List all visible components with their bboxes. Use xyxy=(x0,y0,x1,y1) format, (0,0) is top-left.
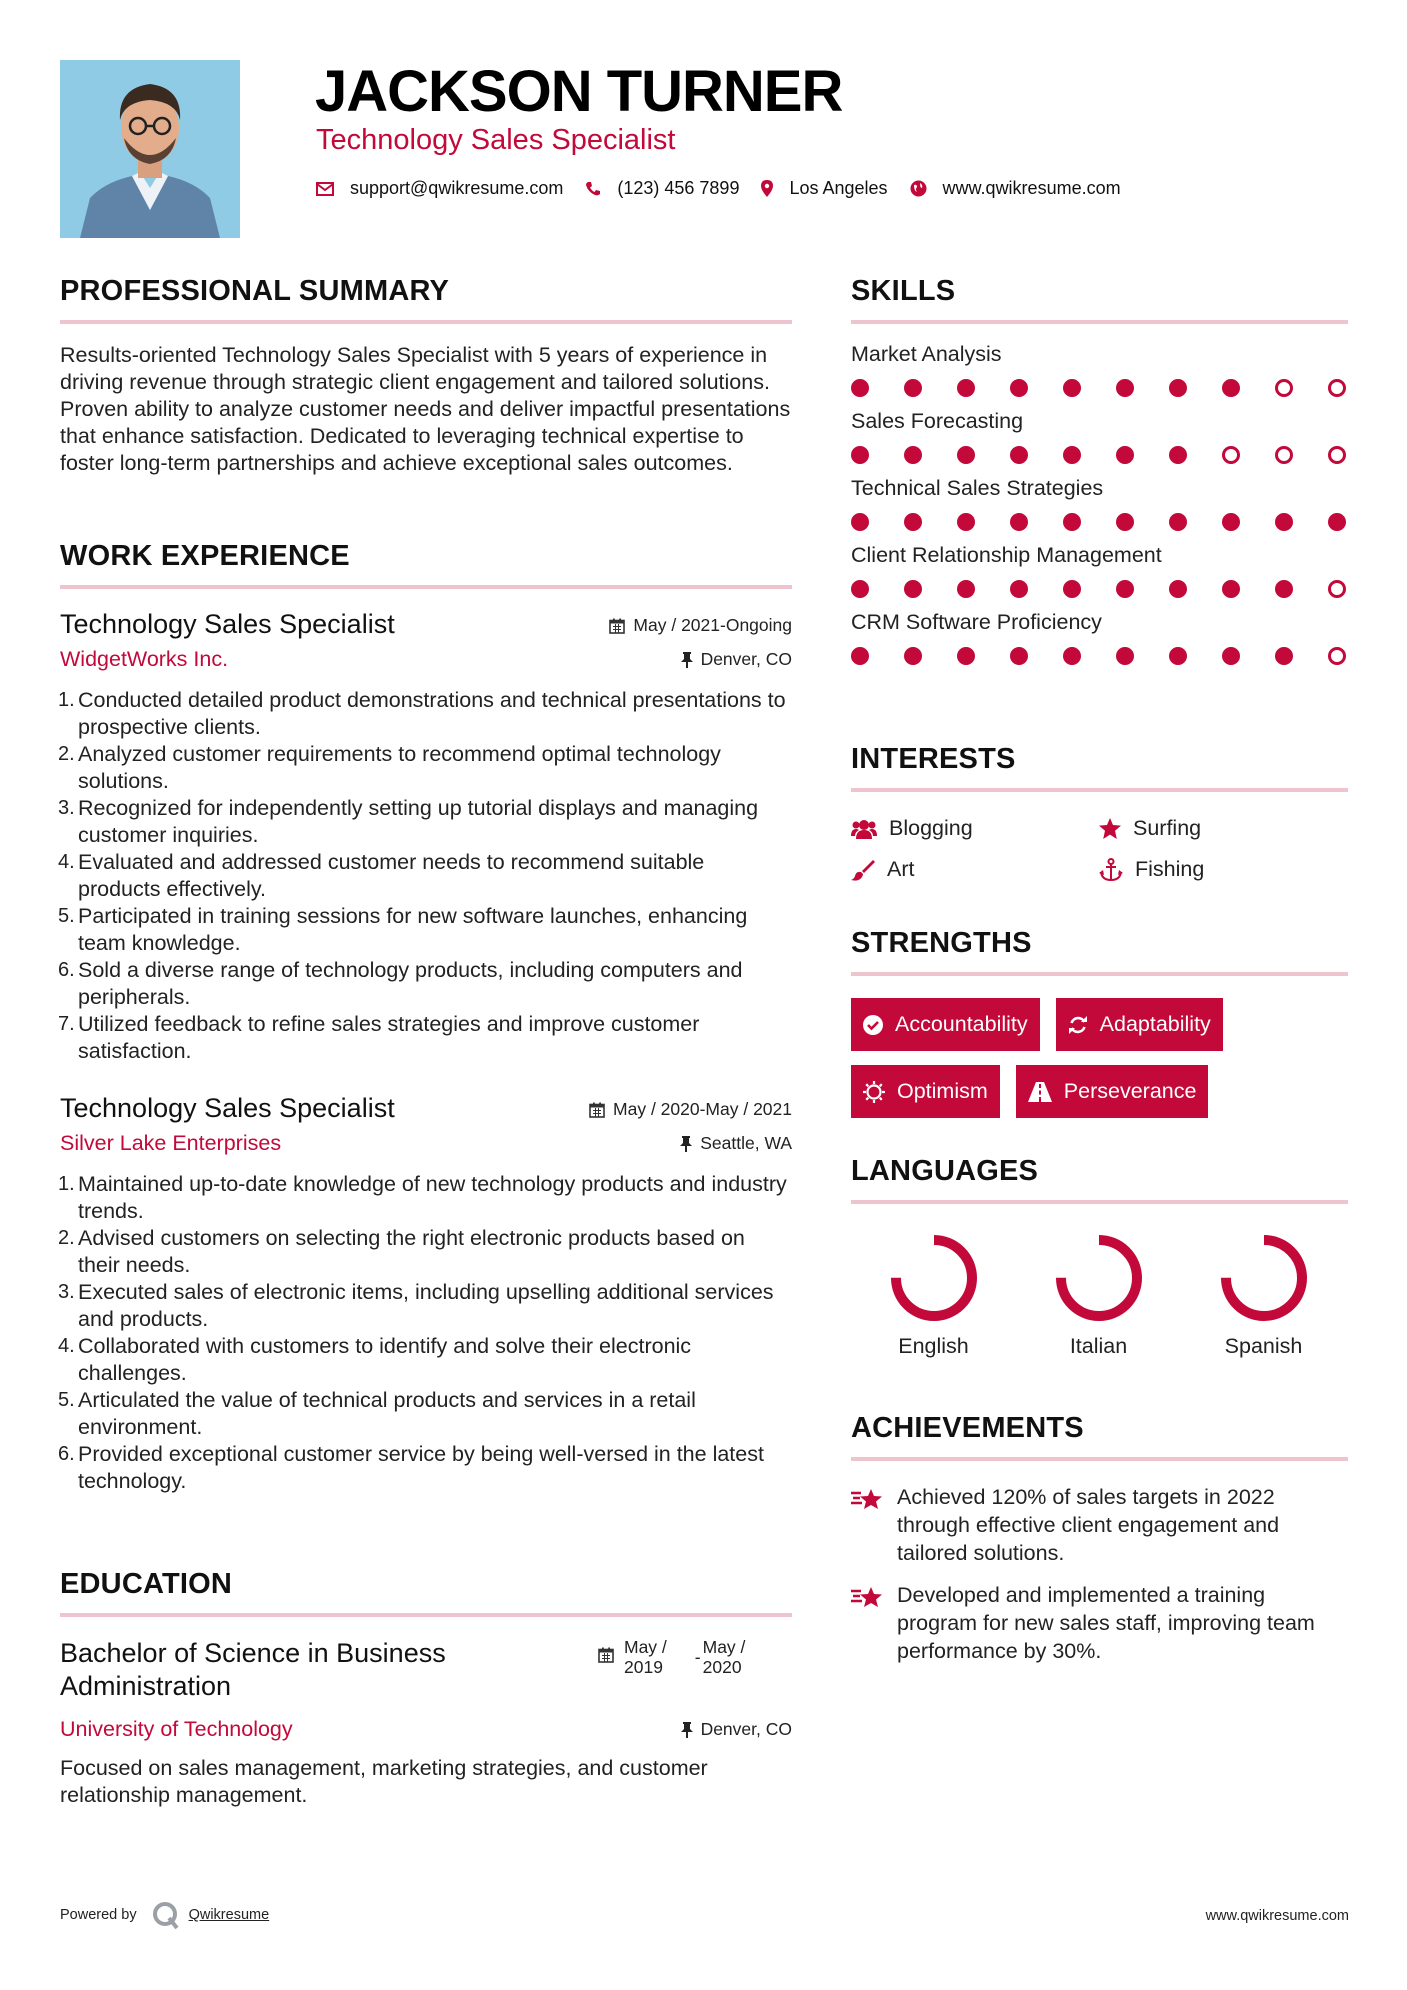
users-icon xyxy=(851,818,877,840)
education-dates xyxy=(598,1637,745,1677)
list-item: 6. Provided exceptional customer service by being well-versed in the latest technology. xyxy=(58,1442,764,1493)
job-location xyxy=(681,649,792,670)
rating-dot-empty xyxy=(1328,647,1346,665)
rating-dot-filled xyxy=(1063,379,1081,397)
school-name: University of Technology xyxy=(60,1717,293,1741)
rating-dot-filled xyxy=(1169,580,1187,598)
job-title: Technology Sales Specialist xyxy=(60,1093,395,1123)
achievement-item xyxy=(851,1581,1348,1665)
education-heading: EDUCATION xyxy=(60,1568,233,1600)
candidate-title: Technology Sales Specialist xyxy=(316,124,676,156)
job-location-text: Seattle, WA xyxy=(700,1133,792,1153)
rating-dot-filled xyxy=(1063,513,1081,531)
check-circle-icon xyxy=(863,1015,883,1035)
strength-label: Accountability xyxy=(895,1012,1028,1036)
interest-label: Fishing xyxy=(1135,857,1205,881)
languages-divider xyxy=(851,1200,1348,1204)
skill-name: Client Relationship Management xyxy=(851,543,1162,567)
rating-dot-filled xyxy=(904,647,922,665)
language-item xyxy=(851,1230,1016,1359)
job-location xyxy=(680,1133,792,1154)
rating-dot-filled xyxy=(1010,446,1028,464)
list-item: 6. Sold a diverse range of technology products, including computers and peripherals. xyxy=(58,958,743,1009)
candidate-name: JACKSON TURNER xyxy=(315,59,843,124)
rating-dot-filled xyxy=(957,513,975,531)
degree-line: Bachelor of Science in Business xyxy=(60,1638,446,1668)
language-label: Italian xyxy=(1069,1334,1128,1358)
summary-heading: PROFESSIONAL SUMMARY xyxy=(60,275,450,307)
rating-dot-filled xyxy=(1010,513,1028,531)
strengths-divider xyxy=(851,972,1348,976)
language-item xyxy=(1016,1230,1181,1359)
language-level-arc xyxy=(1061,1240,1137,1316)
rating-dot-filled xyxy=(1010,647,1028,665)
experience-divider xyxy=(60,585,792,589)
list-item: 7. Utilized feedback to refine sales strategies and improve customer satisfaction. xyxy=(58,1012,700,1063)
rating-dot-filled xyxy=(1116,647,1134,665)
phone-icon xyxy=(585,181,601,197)
interest-item xyxy=(1099,816,1299,841)
job-date xyxy=(589,1099,792,1120)
experience-section xyxy=(60,540,792,1495)
rating-dot-filled xyxy=(851,513,869,531)
strength-tag xyxy=(851,998,1040,1051)
email-text: support@qwikresume.com xyxy=(350,178,564,198)
pushpin-icon xyxy=(681,652,693,668)
achievements-heading: ACHIEVEMENTS xyxy=(851,1412,1084,1444)
pushpin-icon xyxy=(680,1136,692,1152)
contact-location xyxy=(761,178,887,199)
rating-dot-filled xyxy=(904,379,922,397)
language-label: Spanish xyxy=(1224,1334,1303,1358)
list-item: 3. Executed sales of electronic items, including upselling additional services and products. xyxy=(58,1280,774,1331)
skill-rating xyxy=(851,647,1348,665)
rating-dot-filled xyxy=(957,446,975,464)
shooting-star-icon xyxy=(851,1485,885,1513)
date-separator: - xyxy=(694,1647,701,1667)
rating-dot-filled xyxy=(1010,580,1028,598)
strength-label: Perseverance xyxy=(1063,1079,1197,1103)
sun-icon xyxy=(863,1081,885,1103)
skill-name: Sales Forecasting xyxy=(851,409,1024,433)
globe-icon xyxy=(910,180,927,197)
degree-title xyxy=(60,1637,446,1703)
list-item: 2. Advised customers on selecting the right electronic products based on their needs. xyxy=(58,1226,745,1277)
skill-rating xyxy=(851,446,1348,464)
rating-dot-filled xyxy=(1116,513,1134,531)
envelope-icon xyxy=(316,182,334,196)
shooting-star-icon xyxy=(851,1583,885,1611)
education-section xyxy=(60,1568,792,1809)
start-month: May / xyxy=(624,1637,667,1657)
achievement-text: Achieved 120% of sales targets in 2022 through effective client engagement and tailored solutions. xyxy=(897,1485,1280,1565)
languages-list xyxy=(851,1230,1348,1359)
calendar-icon xyxy=(589,1102,605,1118)
summary-text: Results-oriented Technology Sales Specialist with 5 years of experience in driving revenue through strategic client engagement and tailored solutions. Proven ability to analyze customer needs and deliver impactful presentations that enhance satisfaction. Dedicated to leveraging technical expertise to foster long-term partnerships and achieve exceptional sales outcomes. xyxy=(60,343,791,475)
job-title: Technology Sales Specialist xyxy=(60,609,395,639)
language-progress-ring xyxy=(1216,1230,1312,1326)
interest-label: Surfing xyxy=(1133,816,1202,840)
rating-dot-filled xyxy=(1116,379,1134,397)
achievements-section xyxy=(851,1412,1348,1665)
list-item: 2. Analyzed customer requirements to recommend optimal technology solutions. xyxy=(58,742,721,793)
rating-dot-empty xyxy=(1275,446,1293,464)
language-level-arc xyxy=(896,1240,972,1316)
rating-dot-filled xyxy=(1116,446,1134,464)
footer-website[interactable]: www.qwikresume.com xyxy=(1205,1908,1349,1924)
rating-dot-filled xyxy=(851,580,869,598)
skill-rating xyxy=(851,379,1348,397)
list-item: 5. Participated in training sessions for new software launches, enhancing team knowledge. xyxy=(58,904,748,955)
job-location-text: Denver, CO xyxy=(700,649,792,669)
rating-dot-filled xyxy=(904,446,922,464)
interest-label: Art xyxy=(887,857,915,881)
road-icon xyxy=(1028,1082,1052,1102)
achievements-divider xyxy=(851,1457,1348,1461)
skills-list xyxy=(851,342,1348,665)
interest-item xyxy=(1099,857,1299,882)
end-year: 2020 xyxy=(702,1657,742,1677)
interest-item xyxy=(851,816,1099,841)
language-progress-ring xyxy=(1051,1230,1147,1326)
rating-dot-filled xyxy=(957,379,975,397)
phone-text: (123) 456 7899 xyxy=(617,178,740,198)
skills-section xyxy=(851,275,1348,677)
rating-dot-filled xyxy=(904,580,922,598)
rating-dot-filled xyxy=(1169,446,1187,464)
list-item: 3. Recognized for independently setting up tutorial displays and managing customer inquiries. xyxy=(58,796,759,847)
contact-website[interactable] xyxy=(910,178,1121,199)
strength-label: Adaptability xyxy=(1099,1012,1211,1036)
education-location-text: Denver, CO xyxy=(700,1719,792,1739)
rating-dot-empty xyxy=(1328,580,1346,598)
pushpin-icon xyxy=(681,1722,693,1738)
refresh-icon xyxy=(1068,1015,1088,1035)
list-item: 4. Collaborated with customers to identify and solve their electronic challenges. xyxy=(58,1334,692,1385)
job-bullets xyxy=(60,1171,792,1495)
calendar-icon xyxy=(598,1647,614,1663)
job-date xyxy=(609,615,792,636)
job-company: WidgetWorks Inc. xyxy=(60,647,229,671)
interest-label: Blogging xyxy=(889,816,973,840)
skill-name: Market Analysis xyxy=(851,342,1002,366)
language-item xyxy=(1181,1230,1346,1359)
rating-dot-filled xyxy=(1063,647,1081,665)
calendar-icon xyxy=(609,618,625,634)
rating-dot-filled xyxy=(1010,379,1028,397)
map-pin-icon xyxy=(761,180,773,197)
profile-photo xyxy=(60,60,240,238)
degree-line: Administration xyxy=(60,1671,232,1701)
rating-dot-filled xyxy=(1222,647,1240,665)
location-text: Los Angeles xyxy=(789,178,888,198)
language-progress-ring xyxy=(886,1230,982,1326)
end-month: May / xyxy=(702,1637,746,1657)
rating-dot-filled xyxy=(1169,379,1187,397)
job-entry xyxy=(60,609,792,1065)
website-text: www.qwikresume.com xyxy=(942,178,1121,198)
strength-tag xyxy=(851,1065,1000,1118)
list-item: 5. Articulated the value of technical products and services in a retail environment. xyxy=(58,1388,696,1439)
languages-section xyxy=(851,1155,1348,1359)
education-description: Focused on sales management, marketing strategies, and customer relationship management. xyxy=(60,1756,708,1807)
rating-dot-empty xyxy=(1328,446,1346,464)
skill-name: Technical Sales Strategies xyxy=(851,476,1104,500)
achievement-text: Developed and implemented a training program for new sales staff, improving team performance by 30%. xyxy=(897,1583,1315,1663)
star-icon xyxy=(1099,818,1121,839)
rating-dot-filled xyxy=(1063,580,1081,598)
rating-dot-filled xyxy=(957,647,975,665)
list-item: 1. Maintained up-to-date knowledge of new technology products and industry trends. xyxy=(58,1172,787,1223)
language-label: English xyxy=(898,1334,969,1358)
job-date-text: May / 2020-May / 2021 xyxy=(613,1099,792,1119)
rating-dot-filled xyxy=(1275,647,1293,665)
list-item: 1. Conducted detailed product demonstrations and technical presentations to prospective clients. xyxy=(58,688,786,739)
rating-dot-empty xyxy=(1222,446,1240,464)
interests-section xyxy=(851,743,1348,882)
contact-phone[interactable] xyxy=(585,178,739,199)
languages-heading: LANGUAGES xyxy=(851,1155,1039,1187)
strengths-section xyxy=(851,927,1348,1132)
job-date-text: May / 2021-Ongoing xyxy=(633,615,792,635)
start-year: 2019 xyxy=(624,1657,663,1677)
education-location xyxy=(681,1719,792,1740)
powered-by-label: Powered by xyxy=(60,1907,137,1923)
anchor-icon xyxy=(1099,858,1123,882)
strength-tag xyxy=(1056,998,1223,1051)
interests-divider xyxy=(851,788,1348,792)
skill-name: CRM Software Proficiency xyxy=(851,610,1102,634)
job-company: Silver Lake Enterprises xyxy=(60,1131,282,1155)
rating-dot-filled xyxy=(1169,513,1187,531)
rating-dot-filled xyxy=(904,513,922,531)
rating-dot-filled xyxy=(1222,580,1240,598)
job-entry xyxy=(60,1093,792,1495)
rating-dot-filled xyxy=(1328,513,1346,531)
footer-powered-by xyxy=(60,1900,269,1930)
rating-dot-filled xyxy=(851,446,869,464)
skills-divider xyxy=(851,320,1348,324)
rating-dot-empty xyxy=(1328,379,1346,397)
job-bullets xyxy=(60,687,792,1065)
summary-section xyxy=(60,275,792,477)
education-divider xyxy=(60,1613,792,1617)
skills-heading: SKILLS xyxy=(851,275,956,307)
strength-label: Optimism xyxy=(897,1079,988,1103)
rating-dot-filled xyxy=(1275,580,1293,598)
contact-bar xyxy=(316,178,1143,199)
rating-dot-filled xyxy=(1222,379,1240,397)
skill-rating xyxy=(851,513,1348,531)
summary-divider xyxy=(60,320,792,324)
rating-dot-filled xyxy=(1222,513,1240,531)
contact-email[interactable] xyxy=(316,178,563,199)
rating-dot-filled xyxy=(1169,647,1187,665)
qwikresume-logo-icon xyxy=(151,1900,181,1930)
list-item: 4. Evaluated and addressed customer needs to recommend suitable products effectively. xyxy=(58,850,705,901)
strength-tag xyxy=(1016,1065,1209,1118)
brand-link[interactable]: Qwikresume xyxy=(188,1907,270,1923)
interest-item xyxy=(851,857,1099,882)
rating-dot-filled xyxy=(1063,446,1081,464)
paintbrush-icon xyxy=(851,859,875,881)
experience-heading: WORK EXPERIENCE xyxy=(60,540,350,572)
rating-dot-filled xyxy=(851,647,869,665)
strengths-heading: STRENGTHS xyxy=(851,927,1032,959)
interests-heading: INTERESTS xyxy=(851,743,1016,775)
rating-dot-filled xyxy=(1275,513,1293,531)
rating-dot-filled xyxy=(851,379,869,397)
rating-dot-filled xyxy=(957,580,975,598)
rating-dot-empty xyxy=(1275,379,1293,397)
achievement-item xyxy=(851,1483,1348,1567)
skill-rating xyxy=(851,580,1348,598)
rating-dot-filled xyxy=(1116,580,1134,598)
language-level-arc xyxy=(1226,1240,1302,1316)
